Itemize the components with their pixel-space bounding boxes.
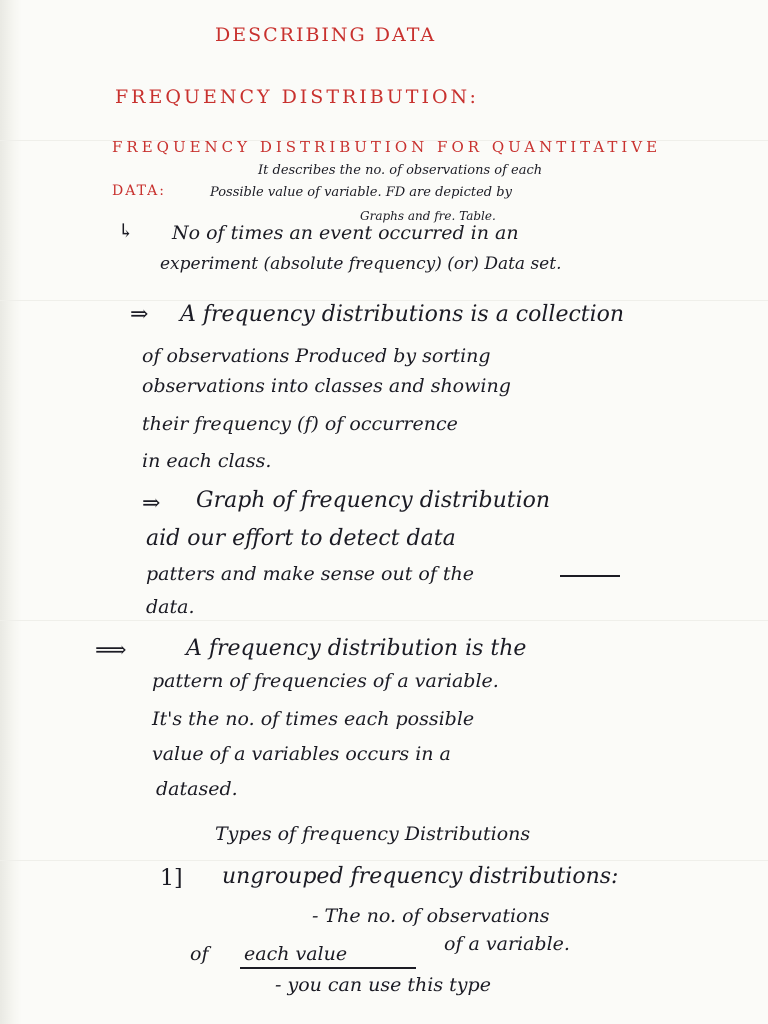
ruled-line — [0, 620, 768, 621]
bullet-line: of observations Produced by sorting — [142, 345, 491, 367]
underline — [240, 967, 416, 969]
list-subitem: - you can use this type — [275, 974, 491, 996]
ruled-line — [0, 300, 768, 301]
list-subitem-word: of — [190, 943, 209, 965]
bullet-line: in each class. — [142, 450, 272, 472]
definition-line: Graphs and fre. Table. — [360, 209, 496, 223]
bullet-line: Graph of frequency distribution — [196, 488, 551, 513]
implies-arrow-icon: ⇒ — [142, 491, 161, 516]
implies-arrow-icon: ⇒ — [130, 302, 149, 327]
page-edge — [0, 0, 22, 1024]
list-subitem: - The no. of observations — [312, 905, 550, 927]
list-item: ungrouped frequency distributions: — [222, 864, 619, 889]
ruled-line — [0, 860, 768, 861]
subheading: FREQUENCY DISTRIBUTION FOR QUANTITATIVE — [112, 138, 662, 156]
note-line: experiment (absolute frequency) (or) Data set. — [160, 254, 562, 274]
definition-line: Possible value of variable. FD are depicted by — [210, 185, 512, 200]
list-subitem-word: of a variable. — [444, 933, 570, 955]
definition-line: It describes the no. of observations of each — [258, 163, 543, 178]
bullet-line: patters and make sense out of the — [146, 563, 475, 585]
subheading-label: DATA: — [112, 183, 166, 199]
page-title: DESCRIBING DATA — [215, 24, 437, 46]
bullet-line: A frequency distribution is the — [186, 636, 527, 661]
bullet-line: value of a variables occurs in a — [152, 743, 451, 765]
list-number: 1] — [160, 866, 183, 891]
bullet-line: datased. — [156, 778, 238, 800]
strike-through — [560, 575, 620, 577]
bullet-line: their frequency (f) of occurrence — [142, 413, 458, 435]
bullet-line: It's the no. of times each possible — [152, 708, 475, 730]
bullet-line: data. — [146, 596, 195, 618]
section-heading: FREQUENCY DISTRIBUTION: — [115, 86, 479, 108]
checkmark-arrow-icon: ⟹ — [95, 638, 127, 663]
bullet-line: observations into classes and showing — [142, 375, 511, 397]
note-line: No of times an event occurred in an — [172, 222, 519, 244]
bullet-line: pattern of frequencies of a variable. — [152, 670, 499, 692]
arrow-icon: ↳ — [118, 220, 134, 242]
list-subitem-underlined: each value — [244, 943, 348, 965]
bullet-line: aid our effort to detect data — [146, 526, 456, 551]
bullet-line: A frequency distributions is a collection — [180, 302, 625, 327]
types-heading: Types of frequency Distributions — [215, 823, 531, 845]
